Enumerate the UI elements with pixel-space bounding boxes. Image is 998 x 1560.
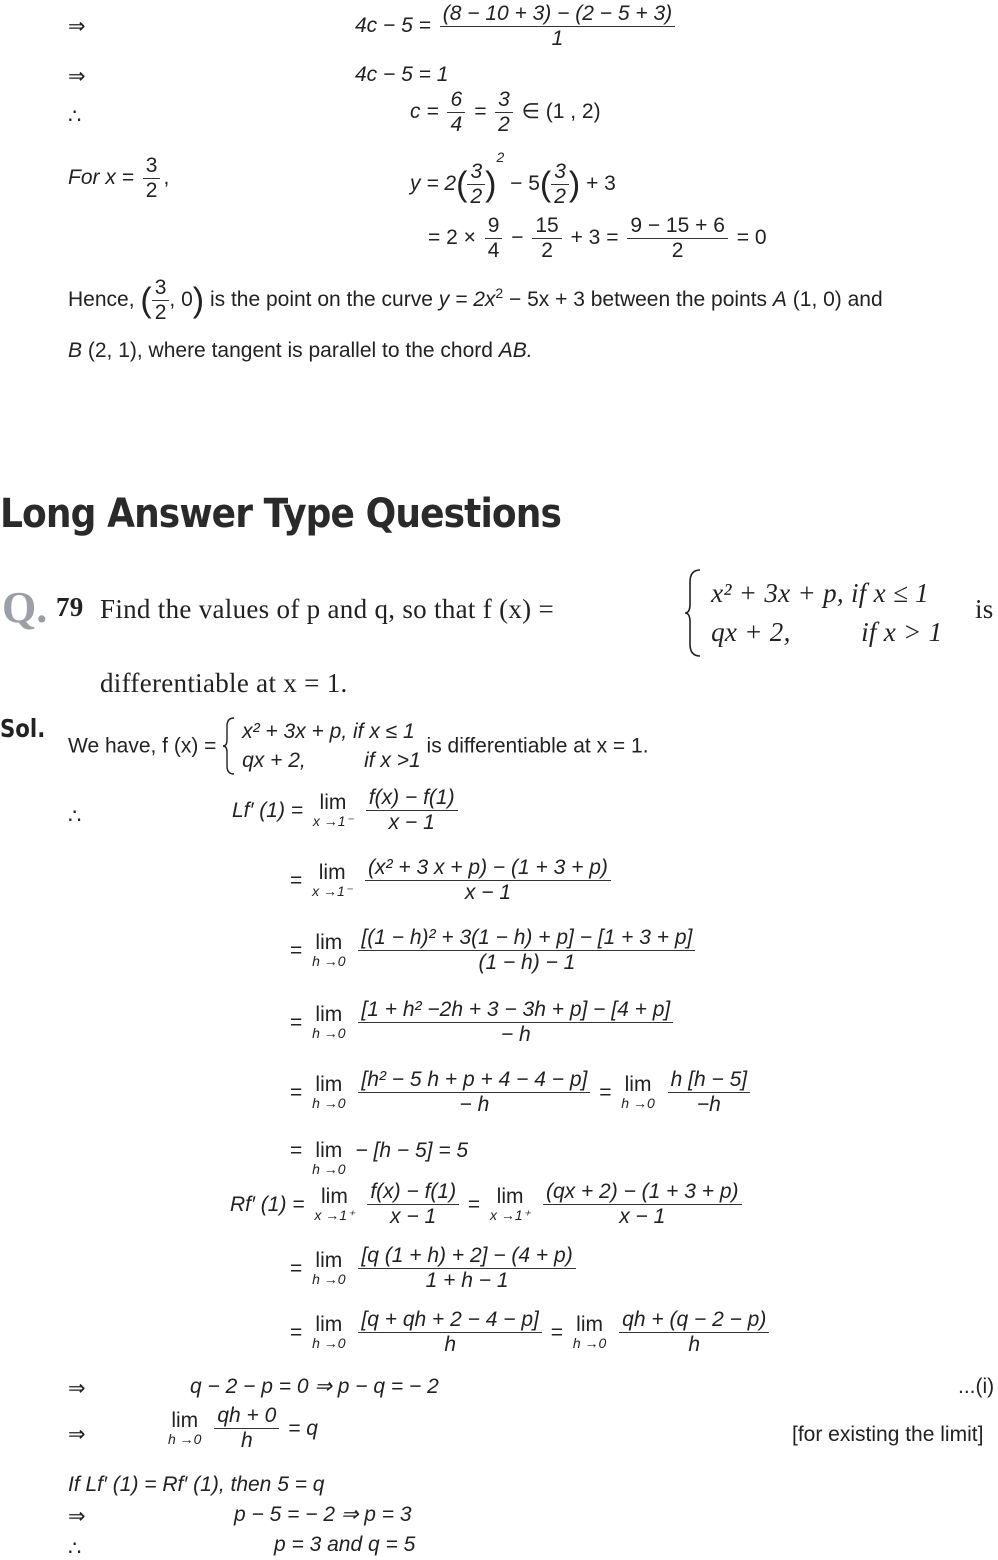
equation-y-value [410,150,616,209]
numerator: 15 [532,214,561,239]
limit [312,932,345,969]
numerator: [1 + h² −2h + 3 − 3h + p] − [4 + p] [358,998,673,1023]
equals-zero: = 0 [736,226,767,250]
limit [314,1186,354,1223]
lim-sub: x →1⁺ [490,1206,531,1223]
numerator: 3 [467,160,485,185]
denominator: 2 [154,301,167,325]
fraction [543,1180,742,1229]
fraction [366,786,458,835]
equation-y-evaluated [428,214,767,263]
denominator: −h [696,1093,721,1117]
implies-symbol: ⇒ [68,1377,86,1400]
case-1: x² + 3x + p, if x ≤ 1 [242,719,415,743]
equals: = [290,1257,303,1281]
lim-sub: h →0 [312,952,346,969]
fraction [447,88,465,137]
question-line-2: differentiable at x = 1. [100,668,348,698]
numerator: h [h − 5] [668,1068,750,1093]
numerator: [h² − 5 h + p + 4 − 4 − p] [358,1068,590,1093]
brace-icon [222,716,236,776]
lim-word: lim [576,1312,603,1336]
denominator: h [444,1333,456,1357]
rf-lhs: Rf′ (1) = [230,1193,305,1217]
piecewise-cases [242,717,421,776]
denominator: h [240,1429,253,1453]
equation-4c: 4c − 5 = 1 [355,63,449,86]
denominator: 4 [487,239,500,263]
equals: = [290,939,303,963]
limit [312,1074,345,1111]
lim-sub: h →0 [312,1334,346,1351]
intro-tail: is differentiable at x = 1. [426,734,649,758]
denominator: h [688,1333,701,1357]
paren-open: ( [539,165,552,204]
piecewise-cases [711,574,942,652]
limit-existence [164,1404,318,1453]
numerator: (8 − 10 + 3) − (2 − 5 + 3) [440,2,675,27]
for-x-label: For x = [68,166,134,190]
solution-intro [68,716,649,776]
limit [621,1074,654,1111]
lf-step-2 [290,856,614,905]
fraction [358,926,695,975]
minus: − [511,226,524,250]
lf-result: − [h − 5] = 5 [355,1139,469,1162]
lim-word: lim [315,1139,343,1162]
fraction [214,1404,279,1453]
exponent: 2 [495,285,504,302]
lf-step-6 [290,1140,468,1177]
equals: = [599,1081,612,1105]
lf-step-5 [290,1068,753,1117]
denominator: 1 + h − 1 [425,1269,509,1293]
minus-five: − 5 [510,172,540,195]
lf-step-1 [232,786,461,835]
lim-word: lim [315,1002,343,1026]
lim-word: lim [171,1408,199,1432]
denominator: − h [500,1023,531,1047]
numerator: f(x) − f(1) [366,786,458,811]
case-1: x² + 3x + p, if x ≤ 1 [711,577,929,608]
limit [312,1250,345,1287]
hence-text: Hence, [68,288,135,312]
eq-lhs: y = 2 [410,172,457,195]
lim-word: lim [315,930,343,954]
final-answer: p = 3 and q = 5 [274,1533,416,1556]
equation-tag: ...(i) [958,1375,995,1398]
limit [490,1186,530,1223]
hence-text: (2, 1), where tangent is parallel to the chord [87,339,493,362]
lim-sub: h →0 [312,1270,346,1287]
limit [313,792,353,829]
chord-ab: AB. [498,339,533,362]
numerator: 3 [152,276,170,301]
denominator: 2 [498,113,510,137]
question-number: 79 [56,592,84,622]
limit [312,862,352,899]
fraction [358,998,673,1047]
fraction [358,1308,541,1357]
denominator: 2 [145,179,158,203]
equation-4c-fraction [355,2,678,51]
equals: = [290,1139,303,1162]
limit-note: [for existing the limit] [792,1423,984,1446]
paren-close: ) [485,165,497,204]
paren-open: ( [456,165,468,204]
lim-word: lim [319,790,347,814]
hence-line [68,276,883,325]
numerator: 3 [495,88,513,113]
question-piecewise [684,568,942,658]
hence-text: − 5x + 3 between the points [509,288,768,312]
eq-part: = 2 × [428,226,476,250]
lim-word: lim [496,1184,524,1208]
equals-q: = q [288,1417,318,1441]
section-heading: Long Answer Type Questions [0,491,561,537]
denominator: x − 1 [619,1205,666,1229]
rf-step-2 [290,1244,579,1293]
fraction [152,276,170,325]
numerator: 6 [447,88,465,113]
denominator: x − 1 [464,881,512,905]
numerator: (qx + 2) − (1 + 3 + p) [543,1180,742,1205]
for-x-line [68,154,169,203]
p-value-line: p − 5 = − 2 ⇒ p = 3 [234,1503,412,1526]
lim-sub: h →0 [572,1334,607,1351]
therefore-symbol: ∴ [68,105,82,128]
therefore-symbol: ∴ [68,1537,82,1560]
fraction [365,856,611,905]
lim-sub: h →0 [312,1024,346,1041]
lim-sub: h →0 [168,1430,202,1447]
fraction [551,160,569,209]
paren-close: ) [568,165,581,204]
numerator: f(x) − f(1) [367,1180,459,1205]
fraction [668,1068,750,1117]
numerator: [q (1 + h) + 2] − (4 + p) [358,1244,575,1269]
fraction [532,214,561,263]
numerator: [(1 − h)² + 3(1 − h) + p] − [1 + 3 + p] [358,926,695,951]
equals: = [290,1081,303,1105]
equals: = [550,1321,564,1345]
question-text: Find the values of p and q, so that f (x) = [100,594,555,624]
limit [573,1314,606,1351]
lim-word: lim [315,1248,343,1272]
eq-lhs: c = [410,100,439,124]
limit [312,1004,345,1041]
denominator: 2 [554,184,566,208]
hence-text: (1, 0) and [792,288,883,312]
numerator: [q + qh + 2 − 4 − p] [358,1308,541,1333]
lim-word: lim [315,1312,343,1336]
denominator: 2 [541,239,553,263]
lim-word: lim [315,1072,343,1096]
fraction [619,1308,769,1357]
numerator: qh + 0 [214,1404,279,1429]
denominator: 1 [551,27,564,51]
lim-word: lim [624,1072,652,1096]
denominator: x − 1 [388,811,435,835]
numerator: (x² + 3 x + p) − (1 + 3 + p) [365,856,611,881]
solution-label: Sol. [0,714,46,743]
exponent: 2 [496,149,505,165]
denominator: − h [459,1093,490,1117]
eq-lhs: 4c − 5 = [355,14,431,38]
equation-c-value [410,88,601,137]
lim-word: lim [321,1184,348,1208]
implies-symbol: ⇒ [68,1423,86,1446]
implies-symbol: ⇒ [68,65,86,88]
we-have: We have, f (x) = [68,734,217,758]
fraction [627,214,728,263]
numerator: 3 [551,160,569,185]
paren-close: ) [192,281,205,320]
limit [312,1140,345,1177]
numerator: 9 − 15 + 6 [627,214,728,239]
lim-sub: x →1⁻ [312,812,353,829]
if-equal-line: If Lf′ (1) = Rf′ (1), then 5 = q [68,1473,325,1496]
point-tail: , 0 [169,288,193,312]
denominator: 2 [470,184,483,208]
rf-step-3 [290,1308,772,1357]
denominator: (1 − h) − 1 [478,951,576,975]
denominator: 2 [671,239,684,263]
limit [312,1314,345,1351]
question-is: is [975,594,994,624]
fraction [440,2,675,51]
pq-relation: q − 2 − p = 0 ⇒ p − q = − 2 [190,1375,439,1398]
implies-symbol: ⇒ [68,1505,86,1528]
lim-word: lim [318,860,346,884]
brace-icon [684,568,704,658]
fraction [467,160,485,209]
fraction [358,1244,575,1293]
equals: = [290,1011,303,1035]
denominator: 4 [450,113,463,137]
fraction [367,1180,459,1229]
implies-symbol: ⇒ [68,15,86,38]
case-2: qx + 2, if x >1 [242,749,421,772]
lim-sub: x →1⁻ [312,882,353,899]
lim-sub: h →0 [312,1094,346,1111]
fraction [485,214,503,263]
lim-sub: x →1⁺ [314,1206,355,1223]
interval: ∈ (1 , 2) [521,100,601,124]
denominator: x − 1 [390,1205,437,1229]
lim-sub: h →0 [312,1161,346,1178]
equals: = [467,1193,481,1217]
fraction [495,88,513,137]
equals: = [290,869,303,893]
equals: = [473,100,487,124]
comma: , [163,166,170,190]
plus-three: + 3 [586,172,616,195]
numerator: qh + (q − 2 − p) [619,1308,769,1333]
hence-text: is the point on the curve [209,288,433,312]
point-a: A [772,288,787,312]
numerator: 9 [485,214,503,239]
therefore-symbol: ∴ [68,805,82,828]
paren-open: ( [140,281,152,320]
case-2: qx + 2, if x > 1 [711,617,943,647]
lf-step-3 [290,926,698,975]
equals: = [290,1321,303,1345]
point-b: B [68,339,83,362]
fraction [358,1068,590,1117]
fraction [143,154,161,203]
rf-step-1 [230,1180,745,1229]
lf-step-4 [290,998,676,1047]
numerator: 3 [143,154,161,179]
hence-line-2 [68,340,533,361]
question-mark-label: Q. [2,583,48,632]
lim-sub: h →0 [621,1094,655,1111]
plus-three: + 3 = [570,226,619,250]
lf-lhs: Lf′ (1) = [232,799,304,823]
limit [168,1410,201,1447]
curve-eq: y = 2x [438,288,496,312]
